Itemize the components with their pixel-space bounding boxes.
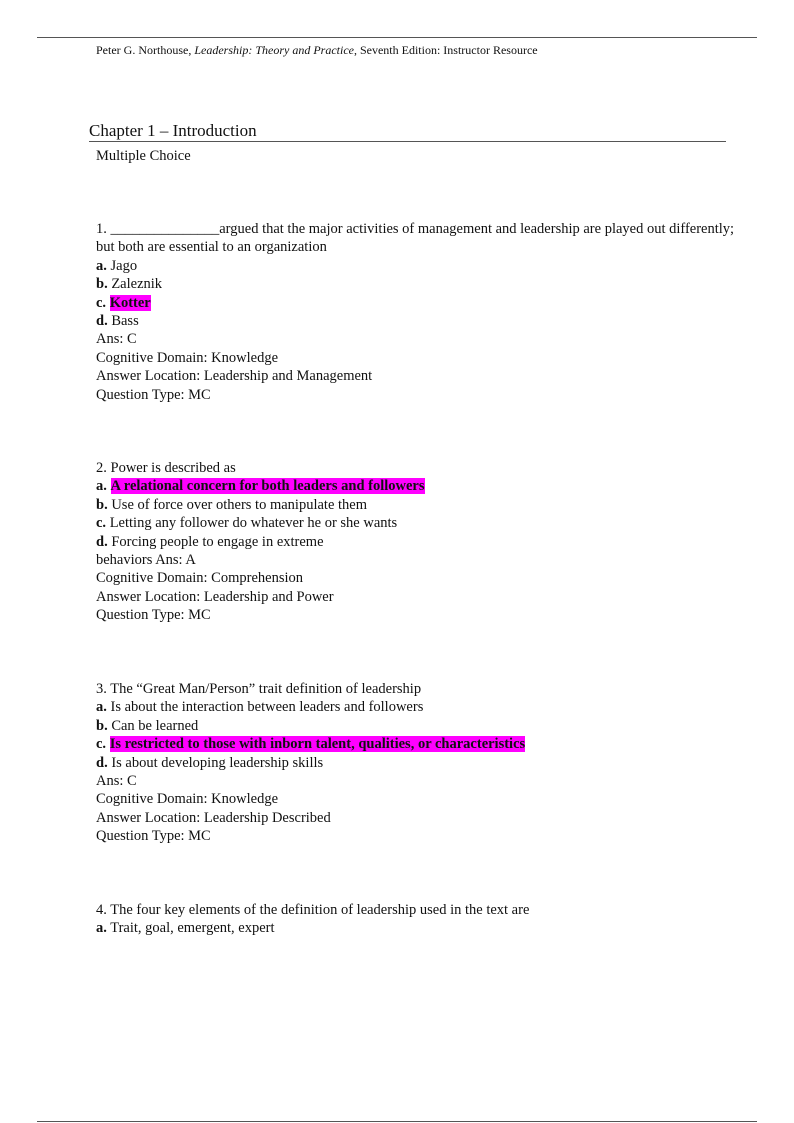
question-type: Question Type: MC: [96, 607, 211, 624]
highlighted-answer: Kotter: [109, 294, 151, 311]
question-stem: 3. The “Great Man/Person” trait definition of leadership: [96, 681, 422, 697]
header-rule: [37, 37, 757, 38]
question-type: Question Type: MC: [96, 828, 211, 845]
answer-key: Ans: C: [96, 331, 137, 348]
option-letter: d.: [96, 533, 108, 550]
answer-location: Answer Location: Leadership and Power: [96, 588, 334, 605]
option-text: Is about the interaction between leaders and followers: [106, 699, 424, 716]
option-text: Use of force over others to manipulate them: [107, 496, 368, 513]
answer-location: Answer Location: Leadership Described: [96, 809, 331, 826]
option-text: Bass: [107, 313, 139, 330]
option-a-correct: [96, 477, 736, 495]
answer-location: Answer Location: Leadership and Management: [96, 368, 373, 385]
option-d: [96, 533, 736, 551]
question-4: [96, 901, 736, 938]
question-2: [96, 459, 736, 625]
option-letter: c.: [96, 736, 107, 753]
option-text: Trait, goal, emergent, expert: [106, 920, 275, 937]
option-text: Forcing people to engage in extreme: [107, 533, 324, 550]
option-letter: b.: [96, 276, 108, 293]
option-b: [96, 496, 736, 514]
cognitive-domain: Cognitive Domain: Comprehension: [96, 570, 304, 587]
header-edition: , Seventh Edition: Instructor Resource: [353, 43, 538, 57]
footer-rule: [37, 1121, 757, 1122]
option-text: Zaleznik: [107, 276, 163, 293]
option-letter: c.: [96, 294, 107, 311]
option-letter: a.: [96, 257, 107, 274]
option-letter: d.: [96, 754, 108, 771]
question-stem: 2. Power is described as: [96, 460, 236, 476]
option-letter: a.: [96, 699, 107, 716]
question-3: [96, 680, 736, 846]
cognitive-domain: Cognitive Domain: Knowledge: [96, 791, 279, 808]
question-stem: 4. The four key elements of the definition of leadership used in the text are: [96, 902, 530, 918]
option-letter: a.: [96, 920, 107, 937]
option-c-correct: [96, 735, 736, 753]
highlighted-answer: Is restricted to those with inborn talent, qualities, or characteristics: [109, 736, 526, 753]
running-header: [96, 43, 538, 58]
option-d: [96, 754, 736, 772]
option-letter: d.: [96, 313, 108, 330]
answer-key: behaviors Ans: A: [96, 552, 196, 569]
option-b: [96, 275, 736, 293]
option-text: Is about developing leadership skills: [107, 754, 324, 771]
option-letter: b.: [96, 717, 108, 734]
option-a: [96, 919, 736, 937]
option-letter: b.: [96, 496, 108, 513]
option-b: [96, 717, 736, 735]
option-text: Letting any follower do whatever he or she wants: [106, 515, 398, 532]
option-a: [96, 257, 736, 275]
option-c: [96, 514, 736, 532]
question-type: Question Type: MC: [96, 386, 211, 403]
question-1: [96, 220, 736, 404]
option-a: [96, 698, 736, 716]
option-letter: a.: [96, 478, 107, 495]
cognitive-domain: Cognitive Domain: Knowledge: [96, 349, 279, 366]
section-title: Multiple Choice: [96, 148, 191, 164]
chapter-title: Chapter 1 – Introduction: [89, 121, 726, 142]
option-text: Jago: [106, 257, 138, 274]
option-text: Can be learned: [107, 717, 199, 734]
header-author: Peter G. Northouse,: [96, 43, 195, 57]
option-d: [96, 312, 736, 330]
question-stem: 1. _______________argued that the major activities of management and leadership are played out differently; but both are essential to an organization: [96, 221, 735, 256]
option-letter: c.: [96, 515, 107, 532]
option-c-correct: [96, 294, 736, 312]
highlighted-answer: A relational concern for both leaders and followers: [110, 478, 425, 495]
header-book-title: Leadership: Theory and Practice: [194, 43, 354, 57]
answer-key: Ans: C: [96, 773, 137, 790]
